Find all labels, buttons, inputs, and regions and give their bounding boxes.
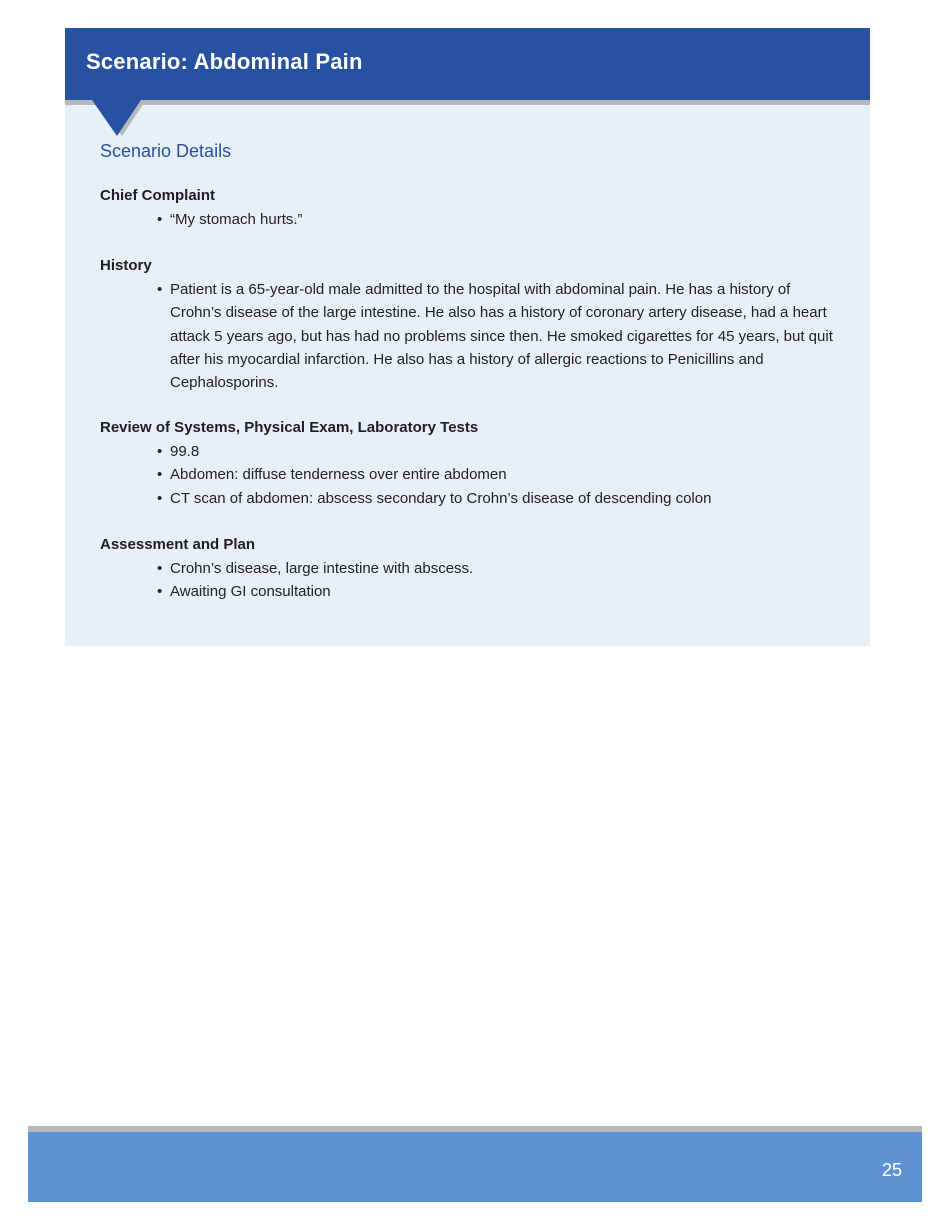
header-pointer-notch [90, 100, 146, 140]
list-item [157, 557, 840, 580]
review-list [100, 440, 840, 510]
list-item-text: CT scan of abdomen: abscess secondary to Crohn’s disease of descending colon [170, 489, 712, 507]
bullet-icon: • [157, 211, 163, 228]
list-item-text: 99.8 [170, 443, 200, 460]
bullet-icon: • [157, 466, 163, 484]
chief-complaint-section [100, 187, 840, 231]
assessment-list [100, 557, 840, 604]
assessment-heading: Assessment and Plan [100, 536, 256, 553]
bullet-icon: • [157, 489, 163, 507]
chief-complaint-list [100, 208, 840, 231]
header-bar [65, 28, 870, 100]
history-heading: History [100, 257, 152, 274]
list-item [157, 208, 840, 231]
history-list [100, 278, 840, 394]
list-item-text: Awaiting GI consultation [170, 583, 331, 601]
list-item-text: Crohn’s disease, large intestine with abscess. [170, 560, 474, 577]
list-item-text: Patient is a 65-year-old male admitted to the hospital with abdominal pain. He has a history of Crohn’s disease of the large intestine. He also has a history of coronary artery disease, had a heart attack 5 years ago, but has had no problems since then. He smoked cigarettes for 45 years, but quit after his myocardial infarction. He also has a history of allergic reactions to Penicillins and Cephalosporins. [170, 281, 833, 392]
chief-complaint-heading: Chief Complaint [100, 187, 215, 204]
assessment-section [100, 536, 840, 604]
review-heading: Review of Systems, Physical Exam, Laboratory Tests [100, 419, 479, 436]
bullet-icon: • [157, 560, 163, 577]
list-item-text: Abdomen: diffuse tenderness over entire abdomen [170, 466, 507, 484]
list-item [157, 278, 840, 394]
bullet-icon: • [157, 443, 163, 460]
history-section [100, 257, 840, 394]
list-item [157, 463, 840, 486]
review-section [100, 419, 840, 510]
page-title: Scenario: Abdominal Pain [86, 49, 363, 74]
list-item [157, 580, 840, 603]
page-number: 25 [881, 1160, 902, 1180]
bullet-icon: • [157, 583, 163, 601]
list-item [157, 487, 840, 510]
footer-bar [28, 1132, 922, 1202]
list-item [157, 440, 840, 463]
bullet-icon: • [157, 281, 163, 298]
list-item-text: “My stomach hurts.” [170, 211, 303, 228]
section-title: Scenario Details [100, 141, 232, 161]
